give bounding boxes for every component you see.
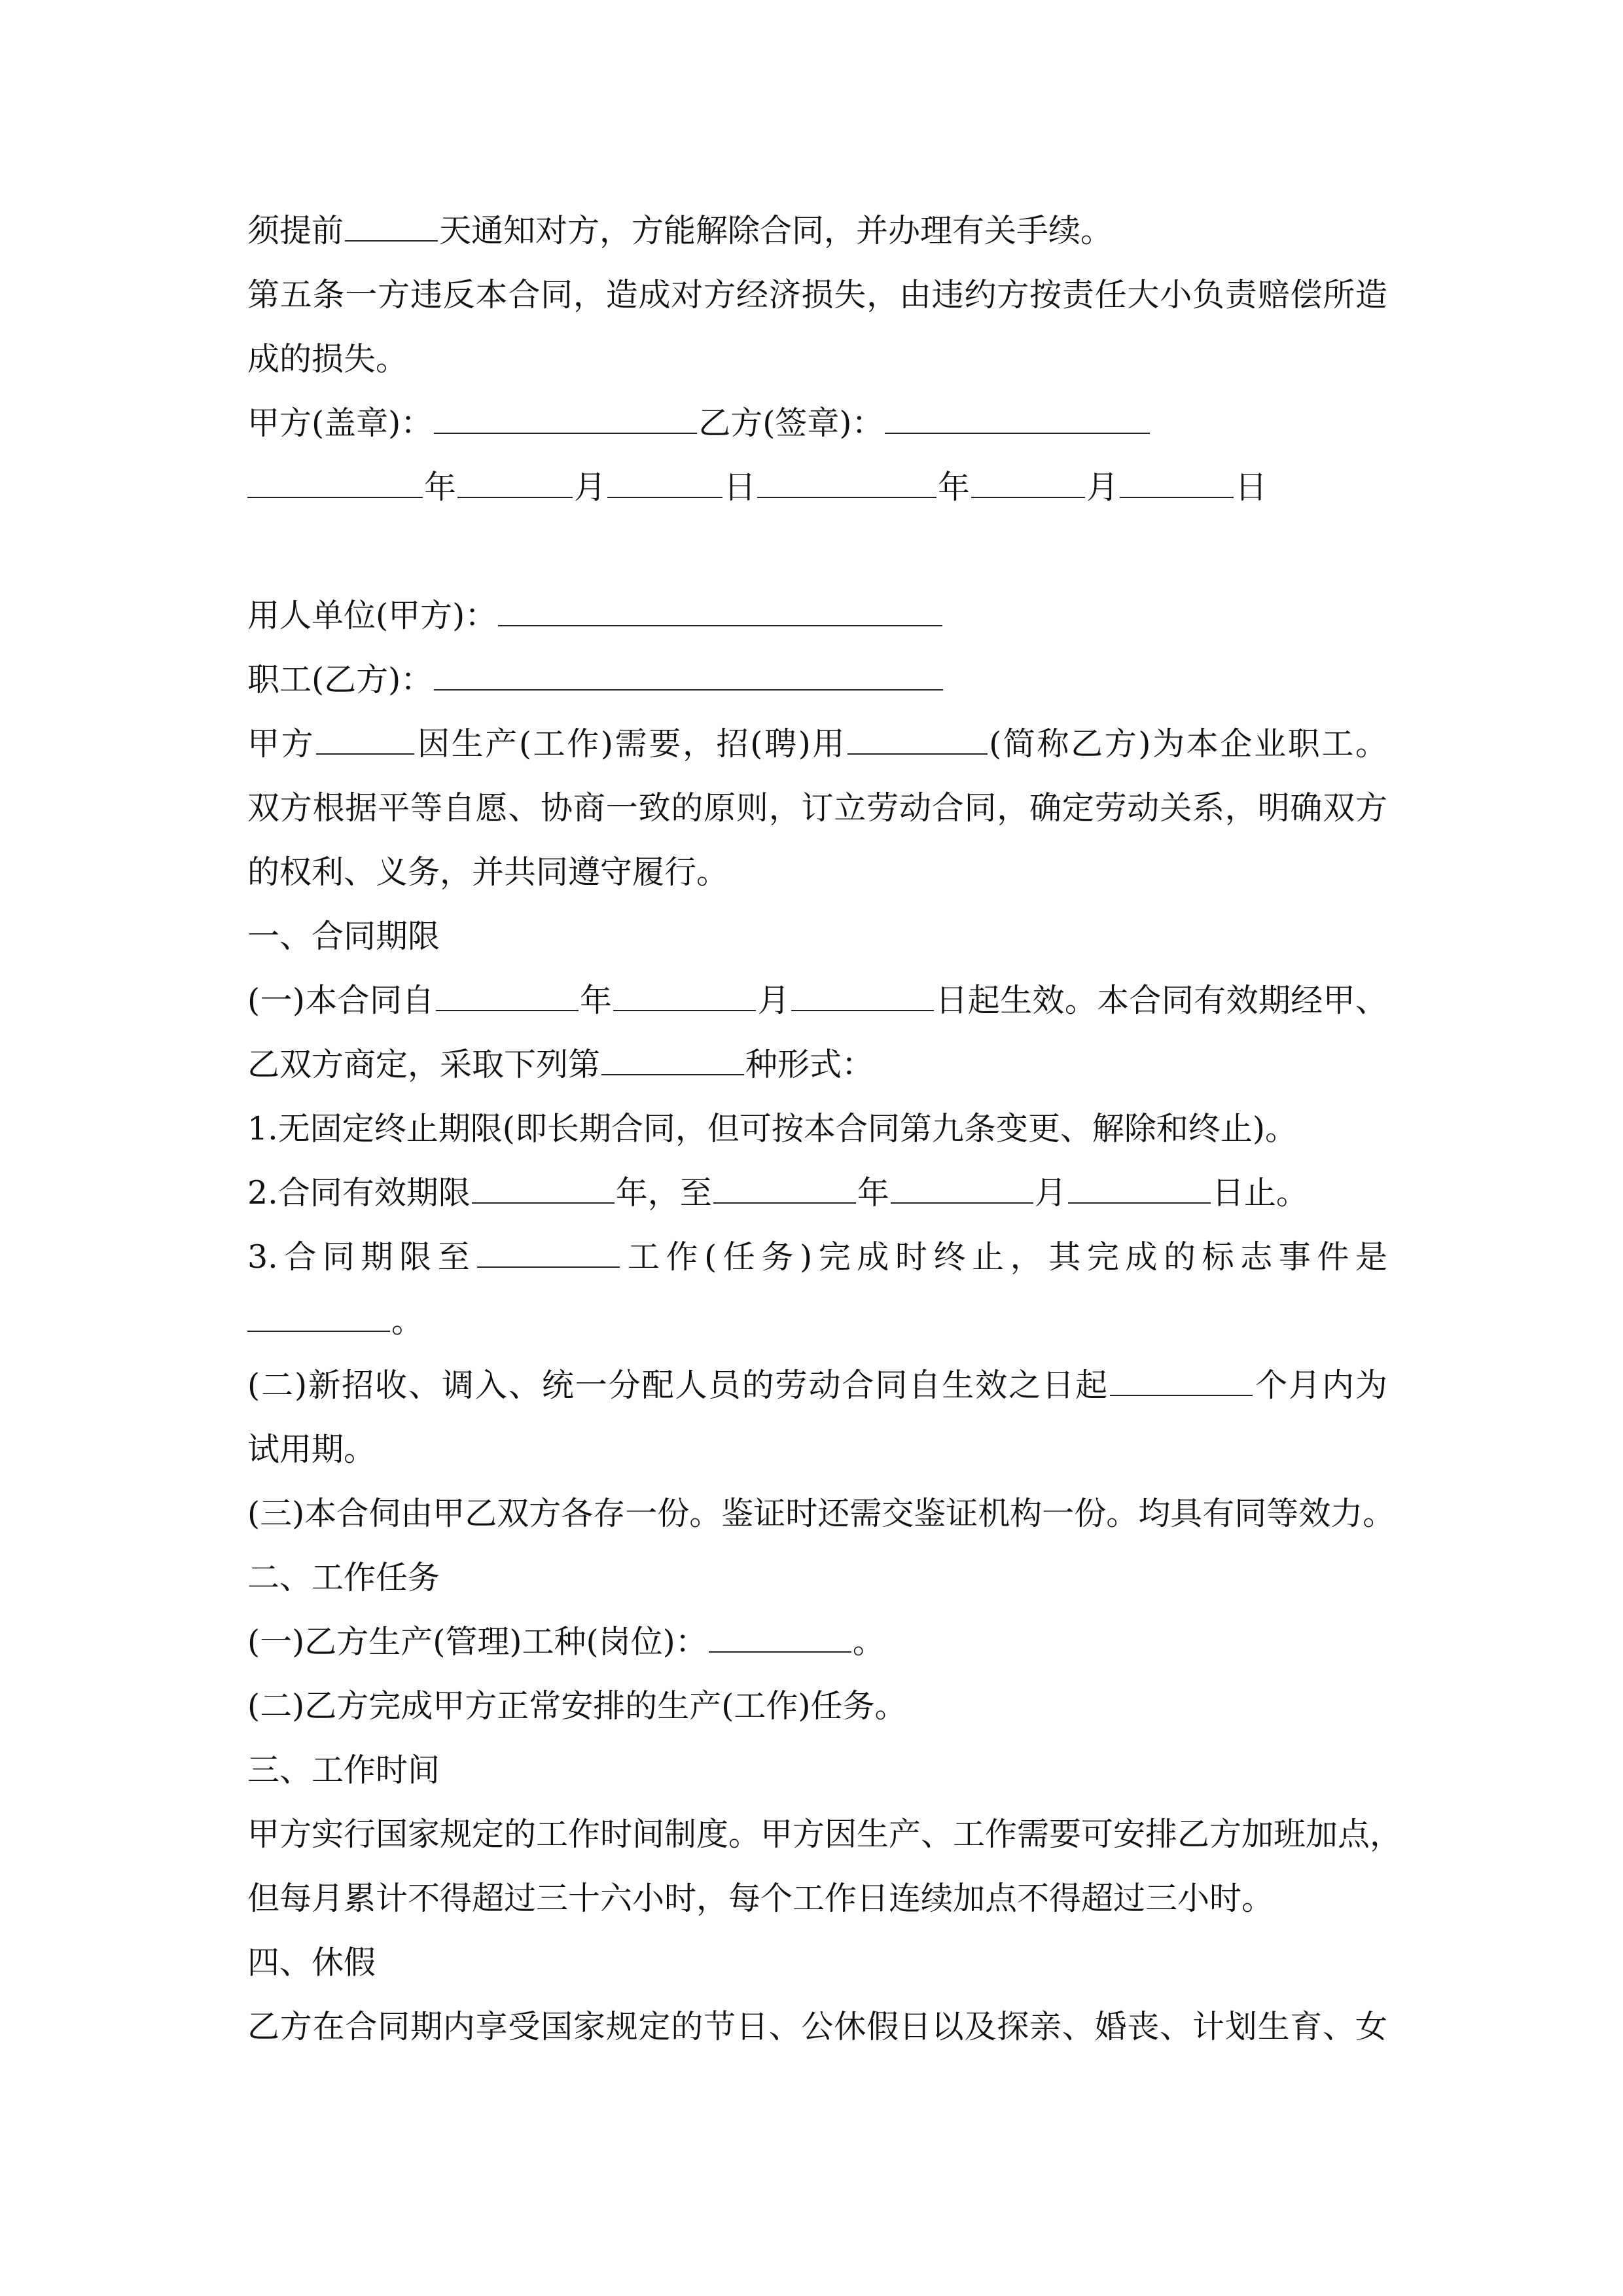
party-b-sign-blank [885,392,1150,434]
copies-clause: (三)本合伺由甲乙双方各存一份。鉴证时还需交鉴证机构一份。均具有同等效力。 [247,1495,1395,1532]
section-2-heading: 二、工作任务 [247,1559,440,1596]
option-3 [247,1225,1387,1289]
employer-label: 用人单位(甲方)： [247,597,497,634]
blank [891,1162,1033,1204]
section-1-heading: 一、合同期限 [247,918,440,955]
text: 日 [1235,469,1268,506]
employer-line [247,584,1387,648]
blank [601,1033,744,1075]
blank [477,1226,620,1268]
text: (一)乙方生产(管理)工种(岗位)： [247,1623,707,1660]
text: 年 [857,1174,889,1211]
party-b-sign-label: 乙方(签章)： [698,404,884,442]
party-a-seal-blank [434,392,697,434]
option-2 [247,1161,1387,1225]
blank [1110,1354,1253,1396]
blank [472,1162,615,1204]
blank [247,1290,390,1332]
term-clause-1-cont [247,1033,1387,1097]
probation-clause-cont: 试用期。 [247,1431,376,1468]
party-a-seal-label: 甲方(盖章)： [247,404,433,442]
employee-label: 职工(乙方)： [247,661,433,698]
days-blank [345,200,438,242]
text: 个月内为 [1254,1367,1387,1404]
text: 工作(任务)完成时终止，其完成的标志事件是 [621,1238,1387,1276]
intro-line-3: 的权利、义务，并共同遵守履行。 [247,853,729,891]
text: 种形式： [745,1046,874,1083]
text: 因生产(工作)需要，招(聘)用 [416,725,847,762]
leave-clause: 乙方在合同期内享受国家规定的节日、公休假日以及探亲、婚丧、计划生育、女 [247,2008,1387,2045]
blank [971,456,1085,498]
text: 年 [938,469,971,506]
blank [1068,1162,1211,1204]
blank [457,456,573,498]
blank [1120,456,1234,498]
hours-clause-1: 甲方实行国家规定的工作时间制度。甲方因生产、工作需要可安排乙方加班加点， [247,1816,1402,1853]
blank [791,969,934,1011]
text: 年 [579,982,613,1019]
probation-clause [247,1354,1387,1418]
section-3-heading: 三、工作时间 [247,1751,440,1789]
hours-clause-2: 但每月累计不得超过三十六小时，每个工作日连续加点不得超过三小时。 [247,1880,1274,1917]
text: 年，至 [615,1174,712,1211]
blank [316,713,414,755]
blank [713,1162,856,1204]
text: 月 [574,469,607,506]
employee-blank [434,649,943,691]
text: 日起生效。本合同有效期经甲、 [935,982,1387,1019]
blank [613,969,756,1011]
text: (二)新招收、调入、统一分配人员的劳动合同自生效之日起 [247,1367,1109,1404]
option-1: 1.无固定终止期限(即长期合同，但可按本合同第九条变更、解除和终止)。 [247,1110,1297,1147]
employer-blank [498,584,942,626]
spacer [247,520,1387,584]
text: 日 [724,469,757,506]
notice-clause-end [247,199,1387,263]
text: 天通知对方，方能解除合同，并办理有关手续。 [439,212,1113,249]
blank [757,456,936,498]
article-5: 第五条一方违反本合同，造成对方经济损失，由违约方按责任大小负责赔偿所造 [247,276,1387,314]
blank [436,969,579,1011]
blank [709,1611,851,1653]
text: 。 [391,1302,424,1340]
text: 3.合同期限至 [247,1238,476,1276]
blank [607,456,722,498]
text: 月 [1034,1174,1067,1211]
text: 日止。 [1211,1174,1308,1211]
blank [247,456,423,498]
text: 月 [757,982,791,1019]
option-3-cont [247,1289,1387,1354]
text: 。 [852,1623,885,1660]
contract-page [247,199,1402,2059]
text: (一)本合同自 [247,982,435,1019]
text: 甲方 [247,725,315,762]
text: 乙双方商定，采取下列第 [247,1046,601,1083]
blank [847,713,988,755]
article-5-end: 成的损失。 [247,340,408,378]
signature-dates [247,456,1387,520]
term-clause-1 [247,969,1387,1033]
text: 须提前 [247,212,344,249]
text: 2.合同有效期限 [247,1174,471,1211]
job-type-clause [247,1610,1387,1674]
text: (简称乙方)为本企业职工。 [989,725,1388,762]
text: 年 [424,469,457,506]
signature-line [247,391,1387,456]
section-4-heading: 四、休假 [247,1944,376,1981]
task-clause: (二)乙方完成甲方正常安排的生产(工作)任务。 [247,1687,907,1725]
employee-line [247,648,1387,712]
intro-line-2: 双方根据平等自愿、协商一致的原则，订立劳动合同，确定劳动关系，明确双方 [247,789,1387,827]
text: 月 [1086,469,1119,506]
intro-line-1 [247,712,1387,776]
